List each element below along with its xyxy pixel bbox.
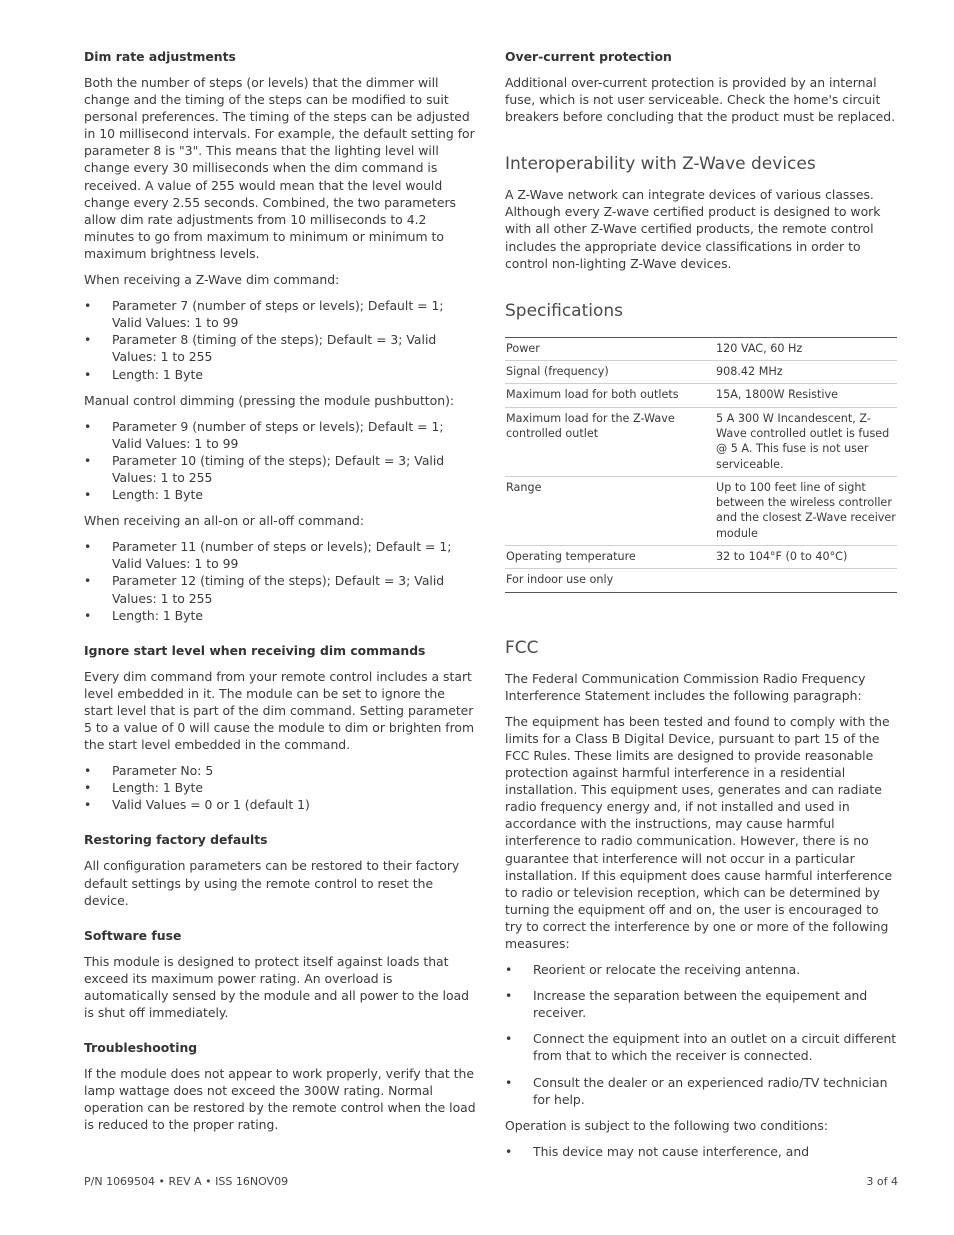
software-fuse-heading: Software fuse (84, 927, 182, 943)
table-row (505, 569, 897, 592)
zwave-dim-intro: When receiving a Z-Wave dim command: (84, 272, 340, 288)
spec-label: Range (505, 476, 715, 545)
footer-part-number: P/N 1069504 • REV A • ISS 16NOV09 (84, 1175, 289, 1188)
spec-label: For indoor use only (506, 573, 614, 587)
interop-paragraph: A Z-Wave network can integrate devices of various classes. Although every Z-wave certified product is designed to work with all other Z-Wave certified products, the remote control includes the appropriate device classifications in order to control non-lighting Z-Wave devices. (505, 187, 881, 271)
footer-page-number: 3 of 4 (866, 1175, 898, 1188)
fcc-measures-list (505, 961, 897, 1108)
ignore-start-list (84, 762, 476, 813)
list-item: • Length: 1 Byte (84, 486, 476, 503)
list-item: • Consult the dealer or an experienced radio/TV technician for help. (505, 1074, 897, 1108)
restoring-heading: Restoring factory defaults (84, 832, 268, 848)
fcc-conditions-intro: Operation is subject to the following two conditions: (505, 1117, 829, 1133)
dim-rate-paragraph: Both the number of steps (or levels) that the dimmer will change and the timing of the steps can be modified to suit personal preferences. The timing of the steps can be adjusted in 10 millisecond intervals. For example, the default setting for parameter 8 is "3". This means that the lighting level will change every 30 milliseconds when the dim command is received. A value of 255 would mean that the level would change every 2.55 seconds. Combined, the two parameters allow dim rate adjustments from 10 milliseconds to 4.2 minutes to go from maximum to minimum or minimum to maximum brightness levels. (84, 75, 475, 261)
overcurrent-heading: Over-current protection (505, 49, 672, 64)
table-row (505, 361, 897, 384)
all-on-intro: When receiving an all-on or all-off command: (84, 513, 365, 529)
list-item: • Valid Values = 0 or 1 (default 1) (84, 796, 476, 813)
spec-value: Up to 100 feet line of sight between the wireless controller and the closest Z-Wave receiver module (715, 476, 897, 545)
overcurrent-paragraph: Additional over-current protection is provided by an internal fuse, which is not user serviceable. Check the home's circuit breakers before concluding that the product must be replaced. (505, 75, 896, 125)
zwave-dim-list (84, 297, 476, 382)
table-row (505, 407, 897, 476)
ignore-start-heading: Ignore start level when receiving dim commands (84, 642, 426, 658)
spec-label: Power (505, 337, 715, 360)
list-item: • This device may not cause interference, and (505, 1143, 897, 1160)
list-item: • Parameter 8 (timing of the steps); Default = 3; Valid Values: 1 to 255 (84, 331, 476, 365)
fcc-heading: FCC (505, 637, 539, 658)
list-item: • Parameter No: 5 (84, 762, 476, 779)
spec-value: 32 to 104°F (0 to 40°C) (715, 546, 897, 569)
spec-value: 908.42 MHz (715, 361, 897, 384)
spec-value: 5 A 300 W Incandescent, Z-Wave controlled outlet is fused @ 5 A. This fuse is not user serviceable. (715, 407, 897, 476)
all-on-list (84, 538, 476, 623)
spec-label: Signal (frequency) (505, 361, 715, 384)
right-column (505, 48, 897, 1169)
list-item: • Parameter 12 (timing of the steps); Default = 3; Valid Values: 1 to 255 (84, 572, 476, 606)
spec-label: Maximum load for the Z-Wave controlled outlet (505, 407, 715, 476)
troubleshooting-heading: Troubleshooting (84, 1040, 198, 1056)
interop-heading: Interoperability with Z-Wave devices (505, 154, 816, 175)
table-row (505, 337, 897, 360)
fcc-conditions-list (505, 1143, 897, 1160)
dim-rate-heading: Dim rate adjustments (84, 49, 236, 64)
ignore-start-paragraph: Every dim command from your remote control includes a start level embedded in it. The module can be set to ignore the start level that is part of the dim command. Setting parameter 5 to a value of 0 will cause the module to dim or brighten from the start level embedded in the command. (84, 668, 475, 753)
specifications-heading: Specifications (505, 300, 624, 321)
list-item: • Parameter 10 (timing of the steps); Default = 3; Valid Values: 1 to 255 (84, 452, 476, 486)
list-item: • Parameter 7 (number of steps or levels); Default = 1; Valid Values: 1 to 99 (84, 297, 476, 331)
spec-value: 15A, 1800W Resistive (715, 384, 897, 407)
list-item: • Increase the separation between the equipement and receiver. (505, 987, 897, 1021)
table-row (505, 476, 897, 545)
table-row (505, 384, 897, 407)
spec-value (715, 569, 897, 592)
list-item: • Length: 1 Byte (84, 607, 476, 624)
spec-label: Operating temperature (505, 546, 715, 569)
spec-label: Maximum load for both outlets (505, 384, 715, 407)
restoring-paragraph: All configuration parameters can be restored to their factory default settings by using the remote control to reset the device. (84, 858, 460, 908)
list-item: • Parameter 11 (number of steps or levels); Default = 1; Valid Values: 1 to 99 (84, 538, 476, 572)
specifications-table (505, 337, 897, 593)
list-item: • Reorient or relocate the receiving antenna. (505, 961, 897, 978)
manual-dim-intro: Manual control dimming (pressing the module pushbutton): (84, 392, 455, 408)
table-row (505, 546, 897, 569)
software-fuse-paragraph: This module is designed to protect itself against loads that exceed its maximum power rating. An overload is automatically sensed by the module and all power to the load is shut off immediately. (84, 953, 470, 1021)
left-column (84, 48, 476, 1143)
list-item: • Length: 1 Byte (84, 779, 476, 796)
fcc-statement-paragraph: The equipment has been tested and found to comply with the limits for a Class B Digital Device, pursuant to part 15 of the FCC Rules. These limits are designed to provide reasonable protection against harmful interference in a residential installation. This equipment uses, generates and can radiate radio frequency energy and, if not installed and used in accordance with the instructions, may cause harmful interference to radio communication. However, there is no guarantee that interference will not occur in a particular installation. If this equipment does cause harmful interference to radio or television reception, which can be determined by turning the equipment off and on, the user is encouraged to try to correct the interference by one or more of the following measures: (505, 713, 893, 952)
list-item: • Parameter 9 (number of steps or levels); Default = 1; Valid Values: 1 to 99 (84, 418, 476, 452)
list-item: • Connect the equipment into an outlet on a circuit different from that to which the receiver is connected. (505, 1030, 897, 1064)
troubleshooting-paragraph: If the module does not appear to work properly, verify that the lamp wattage does not exceed the 300W rating. Normal operation can be restored by the remote control when the load is reduced to the proper rating. (84, 1066, 476, 1133)
fcc-intro-paragraph: The Federal Communication Commission Radio Frequency Interference Statement includes the following paragraph: (505, 670, 866, 703)
spec-value: 120 VAC, 60 Hz (715, 337, 897, 360)
list-item: • Length: 1 Byte (84, 366, 476, 383)
manual-dim-list (84, 418, 476, 503)
